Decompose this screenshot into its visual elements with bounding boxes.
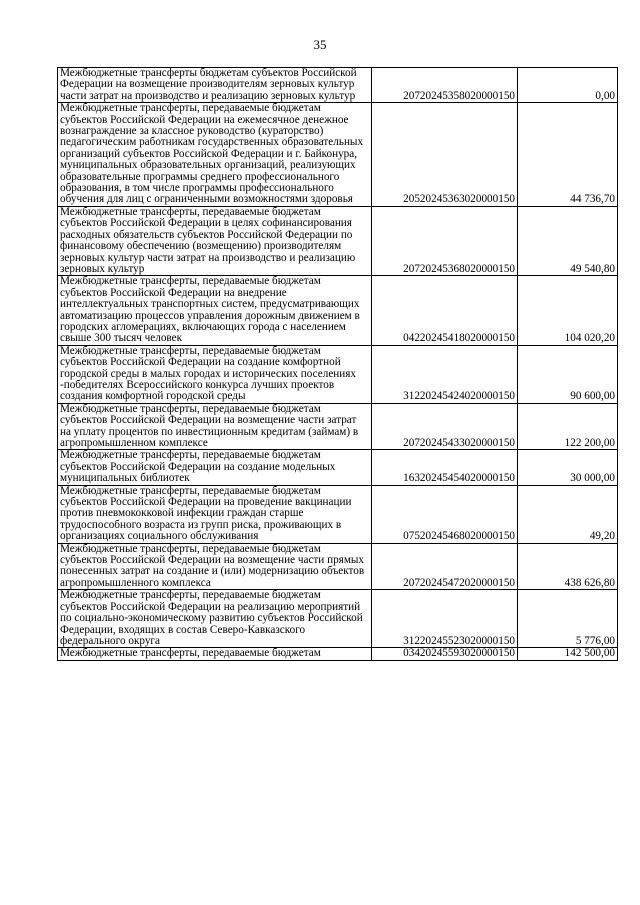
row-amount: 30 000,00 (518, 450, 618, 485)
row-code: 03420245593020000150 (372, 648, 518, 660)
row-description: Межбюджетные трансферты, передаваемые бюджетам (58, 648, 372, 660)
row-code: 20520245363020000150 (372, 103, 518, 207)
row-code: 20720245368020000150 (372, 206, 518, 275)
row-description: Межбюджетные трансферты, передаваемые бюджетам субъектов Российской Федерации в целях софинансирования расходных обязательств субъектов Российской Федерации по финансовому обеспечению (возмещению) производителям зерновых культур части затрат на производство и реализацию зерновых культур (58, 206, 372, 275)
row-amount: 5 776,00 (518, 590, 618, 648)
row-code: 31220245424020000150 (372, 345, 518, 403)
table-row (58, 648, 618, 660)
table-row (58, 206, 618, 275)
row-code: 04220245418020000150 (372, 276, 518, 345)
table-row (58, 345, 618, 403)
row-amount: 49,20 (518, 485, 618, 543)
table-row (58, 485, 618, 543)
row-amount: 90 600,00 (518, 345, 618, 403)
table-row (58, 543, 618, 590)
row-amount: 122 200,00 (518, 403, 618, 450)
table-row (58, 103, 618, 207)
table-row (58, 276, 618, 345)
row-amount: 44 736,70 (518, 103, 618, 207)
row-description: Межбюджетные трансферты, передаваемые бюджетам субъектов Российской Федерации на реализацию мероприятий по социально-экономическому развитию субъектов Российской Федерации, входящих в состав Северо-Кавказского федерального округа (58, 590, 372, 648)
row-description: Межбюджетные трансферты, передаваемые бюджетам субъектов Российской Федерации на проведение вакцинации против пневмококковой инфекции граждан старше трудоспособного возраста из групп риска, проживающих в организациях социального обслуживания (58, 485, 372, 543)
row-code: 20720245358020000150 (372, 68, 518, 103)
table-row (58, 403, 618, 450)
row-description: Межбюджетные трансферты, передаваемые бюджетам субъектов Российской Федерации на создание модельных муниципальных библиотек (58, 450, 372, 485)
row-description: Межбюджетные трансферты, передаваемые бюджетам субъектов Российской Федерации на создание комфортной городской среды в малых городах и исторических поселениях -победителях Всероссийского конкурса лучших проектов создания комфортной городской среды (58, 345, 372, 403)
row-description: Межбюджетные трансферты, передаваемые бюджетам субъектов Российской Федерации на возмещение части затрат на уплату процентов по инвестиционным кредитам (займам) в агропромышленном комплексе (58, 403, 372, 450)
row-amount: 438 626,80 (518, 543, 618, 590)
row-code: 31220245523020000150 (372, 590, 518, 648)
row-code: 07520245468020000150 (372, 485, 518, 543)
page-number: 35 (313, 37, 327, 52)
row-amount: 0,00 (518, 68, 618, 103)
table-row (58, 68, 618, 103)
row-code: 16320245454020000150 (372, 450, 518, 485)
row-description: Межбюджетные трансферты, передаваемые бюджетам субъектов Российской Федерации на внедрение интеллектуальных транспортных систем, предусматривающих автоматизацию процессов управления дорожным движением в городских агломерациях, включающих города с населением свыше 300 тысяч человек (58, 276, 372, 345)
row-code: 20720245472020000150 (372, 543, 518, 590)
row-description: Межбюджетные трансферты, передаваемые бюджетам субъектов Российской Федерации на возмещение части прямых понесенных затрат на создание и (или) модернизацию объектов агропромышленного комплекса (58, 543, 372, 590)
row-description: Межбюджетные трансферты, передаваемые бюджетам субъектов Российской Федерации на ежемесячное денежное вознаграждение за классное руководство (кураторство) педагогическим работникам государственных образовательных организаций субъектов Российской Федерации и г. Байконура, муниципальных образовательных организаций, реализующих образовательные программы среднего профессионального образования, в том числе программы профессионального обучения для лиц с ограниченными возможностями здоровья (58, 103, 372, 207)
row-code: 20720245433020000150 (372, 403, 518, 450)
row-amount: 104 020,20 (518, 276, 618, 345)
table-row (58, 450, 618, 485)
row-description: Межбюджетные трансферты бюджетам субъектов Российской Федерации на возмещение производителям зерновых культур части затрат на производство и реализацию зерновых культур (58, 68, 372, 103)
row-amount: 142 500,00 (518, 648, 618, 660)
table-row (58, 590, 618, 648)
row-amount: 49 540,80 (518, 206, 618, 275)
budget-transfers-table (57, 67, 618, 661)
